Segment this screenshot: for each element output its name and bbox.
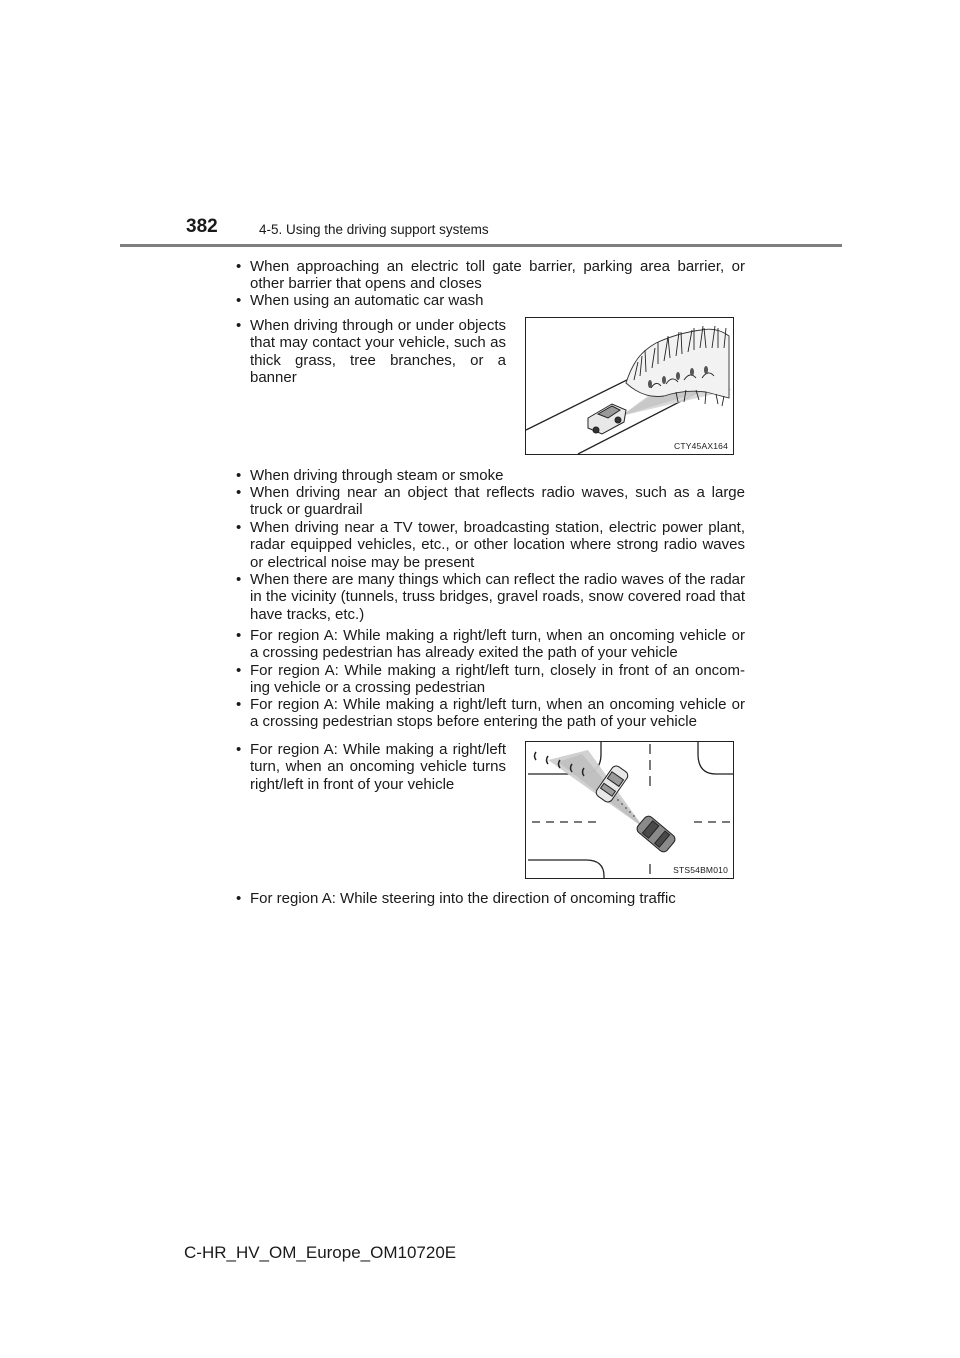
bullet-marker: • bbox=[236, 627, 242, 644]
list-item bbox=[236, 292, 745, 309]
own-vehicle-icon bbox=[635, 814, 677, 854]
list-item bbox=[236, 484, 745, 519]
bullet-marker: • bbox=[236, 258, 242, 275]
list-item-text: When driving through or under objects that may contact your vehicle, such as thick grass, tree branches, or a banner bbox=[250, 317, 506, 386]
list-item bbox=[236, 258, 745, 293]
bullet-marker: • bbox=[236, 484, 242, 501]
list-item bbox=[236, 696, 745, 731]
figure-code: CTY45AX164 bbox=[674, 441, 728, 451]
bullet-marker: • bbox=[236, 292, 242, 309]
header-divider bbox=[120, 244, 842, 247]
figure-code: STS54BM010 bbox=[673, 865, 728, 875]
section-title: 4-5. Using the driving support systems bbox=[259, 222, 489, 237]
list-item bbox=[236, 467, 745, 484]
grass-illustration bbox=[526, 318, 733, 454]
bullet-marker: • bbox=[236, 571, 242, 588]
list-item bbox=[236, 890, 745, 907]
list-item-text: When approaching an electric toll gate barrier, parking area barrier, or other barrier that opens and closes bbox=[250, 258, 745, 293]
list-item-text: When driving through steam or smoke bbox=[250, 467, 504, 484]
list-item-text: For region A: While making a right/left turn, when an oncoming vehicle or a crossing pedestrian has already exited the path of your vehicle bbox=[250, 627, 745, 662]
intersection-illustration bbox=[526, 742, 733, 878]
vehicle-icon bbox=[588, 404, 626, 434]
list-item bbox=[236, 662, 745, 697]
list-item-text: When there are many things which can reflect the radio waves of the radar in the vicinity (tunnels, truss bridges, gravel roads, snow covered road that have tracks, etc.) bbox=[250, 571, 745, 623]
list-item bbox=[236, 627, 745, 662]
list-item-text: When driving near a TV tower, broadcasting station, electric power plant, radar equipped vehicles, etc., or other location where strong radio waves or electrical noise may be present bbox=[250, 519, 745, 571]
document-id: C-HR_HV_OM_Europe_OM10720E bbox=[184, 1243, 457, 1262]
list-item bbox=[236, 571, 745, 623]
bullet-marker: • bbox=[236, 317, 242, 334]
list-item-text: For region A: While making a right/left turn, when an oncoming vehicle turns right/left in front of your vehicle bbox=[250, 741, 506, 793]
list-item-text: When driving near an object that reflects radio waves, such as a large truck or guardrail bbox=[250, 484, 745, 519]
page-number: 382 bbox=[186, 216, 218, 237]
bullet-marker: • bbox=[236, 890, 242, 907]
figure-vehicle-under-grass bbox=[525, 317, 734, 455]
list-item-text: For region A: While making a right/left turn, when an oncoming vehicle or a crossing pedestrian stops before entering the path of your vehicle bbox=[250, 696, 745, 731]
bullet-marker: • bbox=[236, 519, 242, 536]
figure-intersection-turn bbox=[525, 741, 734, 879]
list-item-text: When using an automatic car wash bbox=[250, 292, 484, 309]
list-item bbox=[236, 741, 506, 793]
bullet-marker: • bbox=[236, 662, 242, 679]
list-item bbox=[236, 317, 506, 386]
list-item-text: For region A: While steering into the direction of oncoming traffic bbox=[250, 890, 676, 907]
list-item bbox=[236, 519, 745, 571]
bullet-marker: • bbox=[236, 467, 242, 484]
list-item-text: For region A: While making a right/left turn, closely in front of an oncom-ing vehicle or a crossing pedestrian bbox=[250, 662, 745, 697]
bullet-marker: • bbox=[236, 741, 242, 758]
bullet-marker: • bbox=[236, 696, 242, 713]
